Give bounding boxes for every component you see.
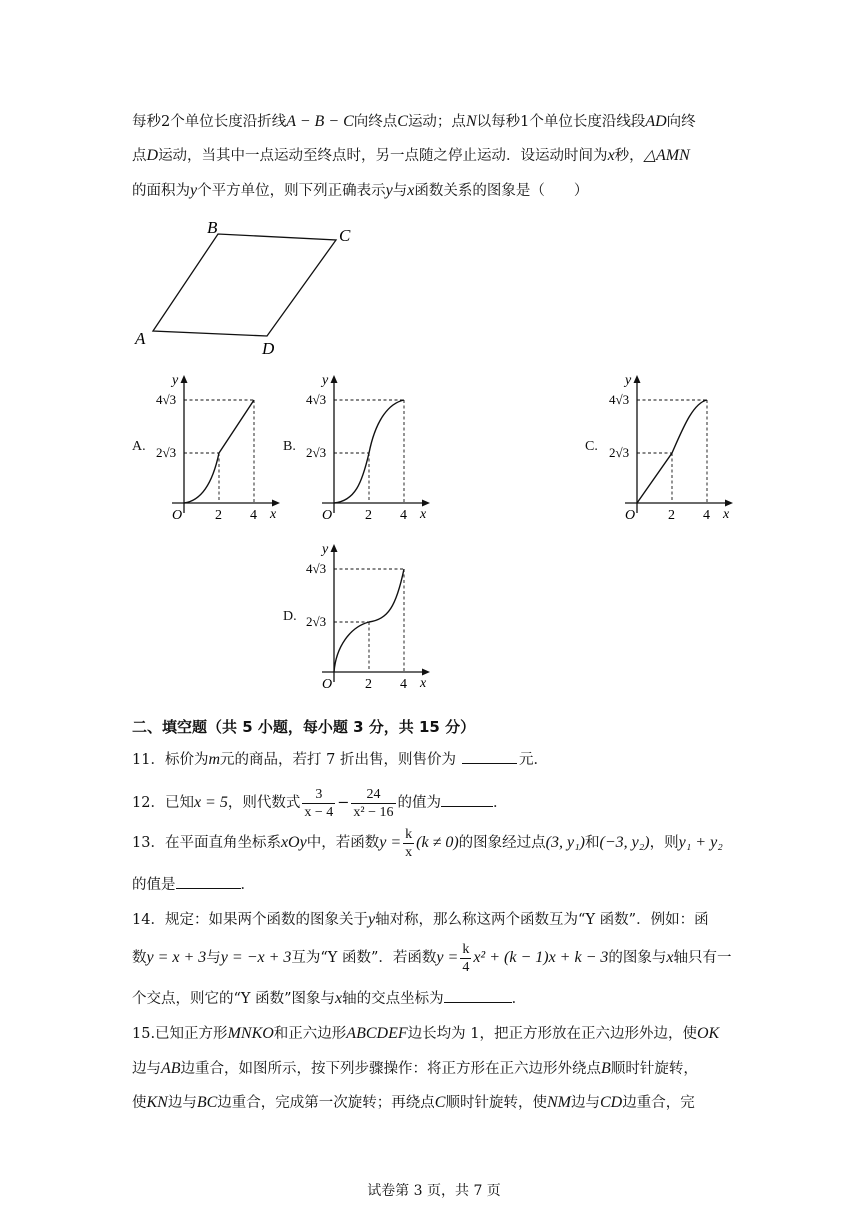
y-axis-arrow	[331, 375, 338, 383]
tick-y-2root3: 2√3	[156, 445, 177, 460]
q12-fraction-1: $\frac{3}{x - 4}$	[304, 786, 334, 820]
q14-line1: 14．规定：如果两个函数的图象关于y轴对称，那么称这两个函数互为“Y 函数”．例如：函	[132, 911, 709, 928]
q13-line1: 13．在平面直角坐标系xOy中，若函数y = $\frac{k}{x}$ (k ≠ 0)的图象经过点(3, y₁)和(−3, y₂)，则y₁ + y₂	[132, 826, 723, 860]
section2-heading: 二、填空题（共 5 小题，每小题 3 分，共 15 分）	[132, 718, 476, 736]
tick-x-4: 4	[400, 677, 407, 692]
q14-line2: 数y = x + 3与y = −x + 3互为“Y 函数”．若函数y = $\frac{k}{4}$ x² + (k − 1)x + k − 3的图象与x轴只有一	[132, 941, 732, 975]
tick-y-4root3: 4√3	[306, 392, 327, 407]
q15-line2: 边与AB边重合，如图所示，按下列步骤操作：将正方形在正六边形外绕点B顺时针旋转，	[132, 1060, 698, 1077]
x-axis-arrow	[422, 500, 430, 507]
q13-fraction: $\frac{k}{x}$	[405, 826, 413, 860]
tick-y-4root3: 4√3	[609, 392, 630, 407]
tick-x-4: 4	[250, 508, 257, 523]
label-B: B	[207, 218, 218, 237]
p10-line3: 的面积为y个平方单位，则下列正确表示y与x函数关系的图象是（ ）	[132, 182, 589, 199]
option-graph-3	[603, 368, 743, 523]
q15-line1: 15.已知正方形MNKO和正六边形ABCDEF边长均为 1，把正方形放在正六边形外边，使OK	[132, 1025, 720, 1042]
tick-y-2root3: 2√3	[306, 445, 327, 460]
q11: 11．标价为m元的商品，若打 7 折出售，则售价为 元．	[132, 751, 548, 768]
option-graph-2	[300, 368, 440, 523]
origin-label: O	[172, 508, 183, 523]
origin-label: O	[322, 508, 333, 523]
tick-y-2root3: 2√3	[609, 445, 630, 460]
y-axis-label: y	[625, 373, 632, 388]
label-A: A	[135, 329, 146, 348]
option-d-label: D.	[283, 609, 297, 624]
tick-y-2root3: 2√3	[306, 614, 327, 629]
y-axis-arrow	[634, 375, 641, 383]
x-axis-label: x	[420, 676, 427, 691]
x-axis-label: x	[723, 507, 730, 522]
tick-x-4: 4	[703, 508, 710, 523]
tick-x-2: 2	[365, 677, 372, 692]
y-axis-arrow	[181, 375, 188, 383]
q12: 12．已知x = 5，则代数式 $\frac{3}{x - 4}$ − $\frac{24}{\text{x² − 16}}$ 的值为 ．	[132, 786, 508, 820]
q13-line2: 的值是 ．	[132, 874, 255, 896]
option-b-label: B.	[283, 439, 296, 454]
y-axis-label: y	[322, 542, 329, 557]
q15-line3: 使KN边与BC边重合，完成第一次旋转；再绕点C顺时针旋转，使NM边与CD边重合，完	[132, 1094, 695, 1111]
x-axis-arrow	[272, 500, 280, 507]
q12-answer-blank[interactable]	[441, 792, 493, 807]
q14-fraction: $\frac{k}{4}$	[462, 941, 470, 975]
label-C: C	[339, 226, 351, 245]
option-c-label: C.	[585, 439, 598, 454]
q14-line3: 个交点，则它的“Y 函数”图象与x轴的交点坐标为 ．	[132, 990, 527, 1007]
parallelogram-figure	[130, 218, 370, 358]
x-axis-label: x	[270, 507, 277, 522]
page-footer: 试卷第 3 页，共 7 页	[367, 1183, 501, 1199]
p10-line2: 点D运动，当其中一点运动至终点时，另一点随之停止运动．设运动时间为x秒，△AMN	[132, 147, 690, 164]
q11-answer-blank[interactable]	[462, 749, 517, 764]
origin-label: O	[625, 508, 636, 523]
option-a-label: A.	[132, 439, 146, 454]
x-axis-arrow	[422, 669, 430, 676]
x-axis-label: x	[420, 507, 427, 522]
x-axis-arrow	[725, 500, 733, 507]
label-D: D	[262, 339, 275, 358]
tick-y-4root3: 4√3	[156, 392, 177, 407]
p10-line1: 每秒2个单位长度沿折线A − B − C向终点C运动；点N以每秒1个单位长度沿线段AD向终	[132, 113, 696, 130]
y-axis-label: y	[322, 373, 329, 388]
q14-answer-blank[interactable]	[444, 988, 512, 1003]
y-axis-arrow	[331, 544, 338, 552]
tick-y-4root3: 4√3	[306, 561, 327, 576]
option-graph-1	[150, 368, 290, 523]
origin-label: O	[322, 677, 333, 692]
tick-x-4: 4	[400, 508, 407, 523]
q12-fraction-2: $\frac{24}{\text{x² − 16}}$	[353, 786, 394, 820]
parallelogram-shape	[153, 234, 336, 336]
y-axis-label: y	[172, 373, 179, 388]
tick-x-2: 2	[365, 508, 372, 523]
tick-x-2: 2	[668, 508, 675, 523]
tick-x-2: 2	[215, 508, 222, 523]
option-graph-4	[300, 537, 440, 692]
q13-answer-blank[interactable]	[176, 874, 241, 889]
